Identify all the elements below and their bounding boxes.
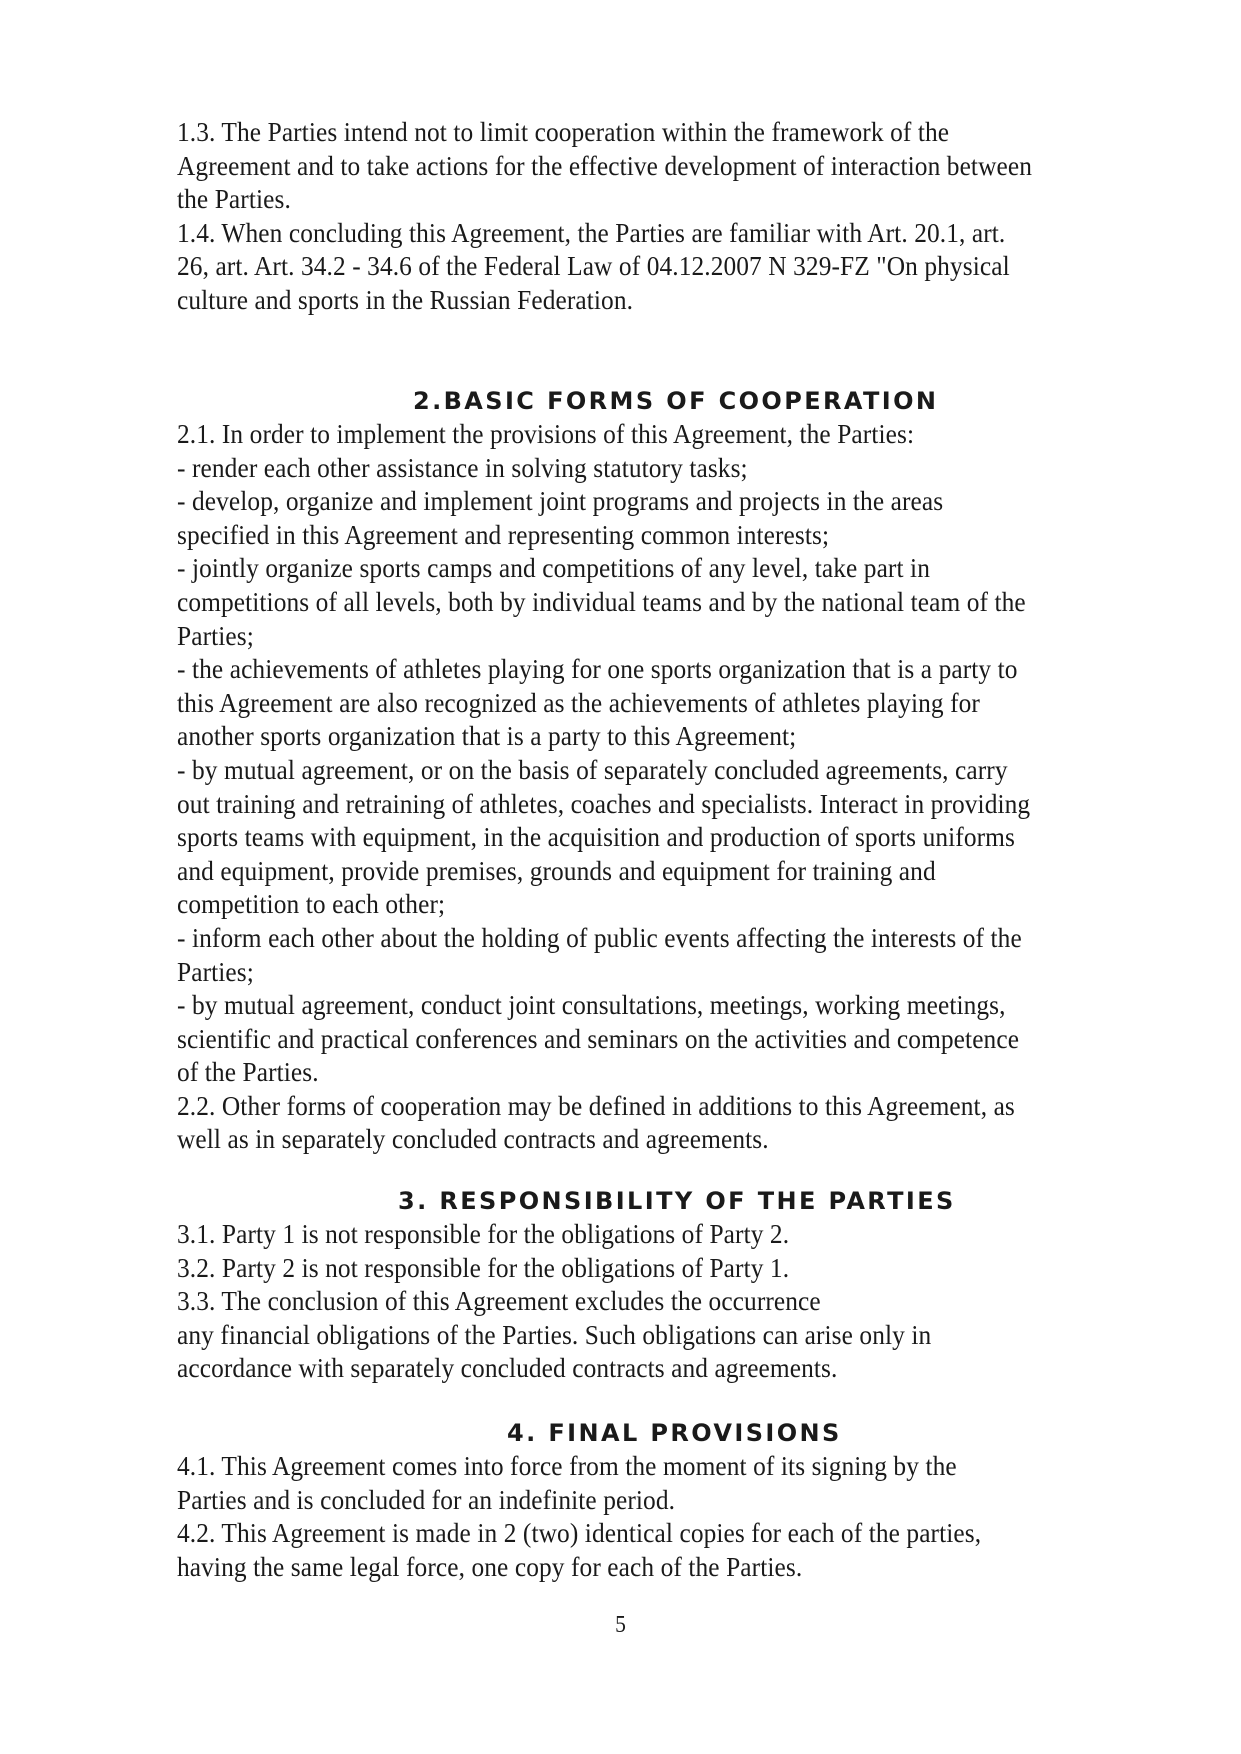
section-4-line: 4.2. This Agreement is made in 2 (two) identical copies for each of the parties, [177,1518,982,1549]
section-2-line: - inform each other about the holding of public events affecting the interests of the [177,922,1022,953]
section-3-line: accordance with separately concluded contracts and agreements. [177,1353,838,1384]
section-2-line: 2.1. In order to implement the provisions of this Agreement, the Parties: [177,419,915,449]
section-2-line: - by mutual agreement, or on the basis of separately concluded agreements, carry [177,754,1008,785]
section-2-heading: 2.BASIC FORMS OF COOPERATION [413,387,939,415]
section-2-line: - render each other assistance in solving statutory tasks; [177,452,748,483]
section-2-line: Parties; [177,620,254,651]
section-2-line: and equipment, provide premises, grounds and equipment for training and [177,855,936,886]
section-2-line: - develop, organize and implement joint programs and projects in the areas [177,486,944,517]
section-2-line: competitions of all levels, both by individual teams and by the national team of the [177,586,1026,617]
section-2-text [177,418,1162,1157]
section-2-line: Parties; [177,956,254,987]
section-4-heading: 4. FINAL PROVISIONS [507,1419,842,1447]
section-3-text [177,1218,1162,1386]
section-4-line: 4.1. This Agreement comes into force from the moment of its signing by the [177,1451,957,1481]
section-1-line: the Parties. [177,184,291,215]
section-2-line: well as in separately concluded contracts and agreements. [177,1124,769,1155]
section-2-line: competition to each other; [177,889,446,920]
section-1-line: Agreement and to take actions for the effective development of interaction between [177,150,1033,181]
section-2-line: sports teams with equipment, in the acquisition and production of sports uniforms [177,822,1015,853]
section-2-line: this Agreement are also recognized as the achievements of athletes playing for [177,687,980,718]
section-1-line: 26, art. Art. 34.2 - 34.6 of the Federal Law of 04.12.2007 N 329-FZ "On physical [177,251,1010,282]
section-4-line: Parties and is concluded for an indefinite period. [177,1484,676,1515]
section-2-line: scientific and practical conferences and seminars on the activities and competence [177,1023,1020,1054]
section-2-line: - the achievements of athletes playing for one sports organization that is a party to [177,654,1018,685]
section-3-line: 3.1. Party 1 is not responsible for the obligations of Party 2. [177,1219,790,1249]
page-number: 5 [615,1612,626,1638]
section-1-line: culture and sports in the Russian Federation. [177,284,634,315]
section-4-line: having the same legal force, one copy for each of the Parties. [177,1551,803,1582]
section-2-line: another sports organization that is a party to this Agreement; [177,721,797,752]
section-2-line: out training and retraining of athletes, coaches and specialists. Interact in providing [177,788,1031,819]
section-1-text [177,116,1162,318]
section-2-line: of the Parties. [177,1057,319,1088]
section-2-line: 2.2. Other forms of cooperation may be defined in additions to this Agreement, as [177,1090,1015,1121]
section-3-line: any financial obligations of the Parties. Such obligations can arise only in [177,1319,932,1350]
section-4-text [177,1450,1162,1584]
section-1-line: 1.3. The Parties intend not to limit cooperation within the framework of the [177,117,950,147]
section-2-line: specified in this Agreement and representing common interests; [177,519,830,550]
section-3-heading: 3. RESPONSIBILITY OF THE PARTIES [398,1187,956,1215]
section-3-line: 3.3. The conclusion of this Agreement excludes the occurrence [177,1286,821,1317]
section-1-line: 1.4. When concluding this Agreement, the Parties are familiar with Art. 20.1, art. [177,217,1006,248]
section-2-line: - by mutual agreement, conduct joint consultations, meetings, working meetings, [177,990,1006,1021]
section-3-line: 3.2. Party 2 is not responsible for the obligations of Party 1. [177,1252,790,1283]
section-2-line: - jointly organize sports camps and competitions of any level, take part in [177,553,930,584]
